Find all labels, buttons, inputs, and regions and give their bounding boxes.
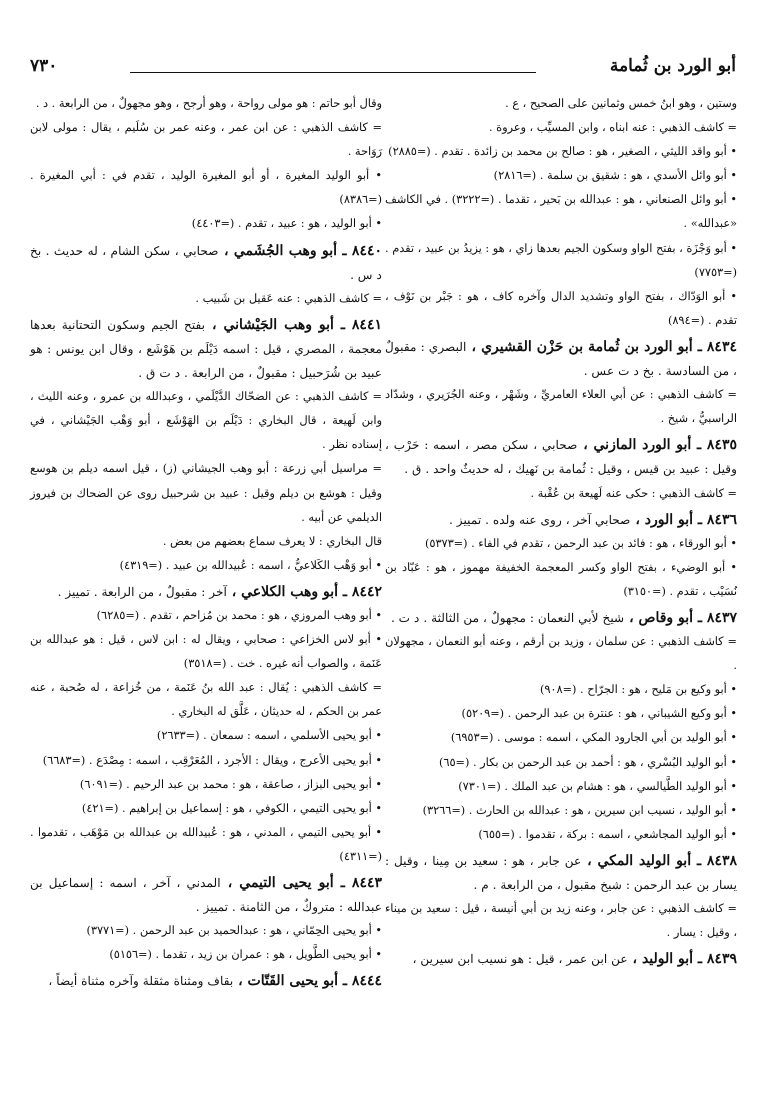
text-paragraph: = كاشف الذهبي : عنه عَقيل بن شَبيب . — [195, 291, 382, 305]
running-title: أبو الورد بن ثُمامة — [609, 56, 736, 76]
entry-text: البصري : مقبولٌ ، من السادسة . بخ د ت عس . — [385, 339, 737, 379]
text-paragraph: • أبو وكيع الشيباني ، هو : عنترة بن عبد الرحمن . (=٥٢٠٩) — [461, 707, 737, 721]
text-paragraph: • أبو الوليد بن أبي الجارود المكي ، اسمه : موسى . (=٦٩٥٣) — [450, 731, 737, 745]
entry-name: أبو وقاص ، — [624, 609, 694, 626]
biography-entry — [385, 849, 737, 897]
entry-name: أبو وهب الجُشَمي ، — [218, 242, 338, 259]
entry-name: أبو الوليد المكي ، — [581, 852, 692, 869]
entry-number: ٨٤٤٢ ـ — [338, 583, 382, 600]
page-number: ٧٣٠ — [30, 56, 58, 76]
entry-name: أبو يحيى القَتّات ، — [233, 973, 339, 990]
entry-text: صحابي ، سكن مصر ، اسمه : حَرْب ، وقيل : عبيد بن قيس ، وقيل : ثُمامة بن نَهيك ، له حديثٌ واحد . ق . — [385, 438, 737, 477]
entry-text: عن ابن عمر ، قيل : هو نسيب ابن سيرين ، — [412, 952, 628, 967]
text-paragraph: • أبو الوليد المغيرة ، أو أبو المغيرة الوليد ، تقدم في : أبي المغيرة . (=٨٣٨٦) — [30, 169, 382, 207]
left-column — [30, 92, 382, 993]
entry-name: أبو وهب الجَيْشاني ، — [205, 316, 334, 333]
entry-number: ٨٤٤٠ ـ — [337, 242, 382, 259]
text-paragraph: • أبو الوليد الطَّيالسي ، هو : هشام بن عبد الملك . (=٧٣٠١) — [458, 779, 737, 793]
text-paragraph: • أبو يحيى التيمي ، المدني ، هو : عُبيدالله بن عبدالله بن مَوْهَب ، تقدموا . (=٤٣١١) — [30, 825, 382, 863]
entry-number: ٨٤٣٤ ـ — [692, 338, 737, 355]
biography-entry — [30, 969, 382, 993]
text-paragraph: • أبو يحيى التيمي ، الكوفي ، هو : إسماعيل بن إبراهيم . (=٤٢١) — [81, 801, 382, 815]
entry-number: ٨٤٤١ ـ — [333, 316, 382, 333]
entry-name: أبو يحيى التيمي ، — [220, 875, 334, 891]
biography-entry — [30, 871, 382, 919]
entry-name: أبو الورد المازني ، — [577, 437, 692, 454]
text-paragraph: = كاشف الذهبي : عن الضحّاك الدَّيْلَمي ، وعبدالله بن عمرو ، وعنه الليث ، وابن لَهيعة ، قال البخاري : دَيْلَم بن الهَوْشَع ، أبو وَهْب الجَيْشاني ، في إسناده نظر . — [30, 390, 382, 452]
entry-number: ٨٤٣٨ ـ — [691, 852, 737, 869]
text-paragraph: • أبو يحيى الأعرج ، ويقال : الأجرد ، المُعَرْقِب ، اسمه : مِصْدَع . (=٦٦٨٣) — [42, 753, 382, 767]
biography-entry — [30, 313, 382, 385]
text-paragraph: • أبو الوليد المجاشعي ، اسمه : بركة ، تقدموا . (=٦٥٥) — [478, 827, 737, 841]
text-paragraph: • أبو وَهْب الكَلاعيُّ ، اسمه : عُبيدالله بن عبيد . (=٤٣١٩) — [119, 558, 382, 572]
text-paragraph: • أبو واقد الليثي ، الصغير ، هو : صالح بن محمد بن زائدة . تقدم . (=٢٨٨٥) — [388, 145, 737, 159]
entry-number: ٨٤٣٧ ـ — [693, 609, 737, 626]
biography-entry — [30, 580, 382, 604]
text-paragraph: وستين ، وهو ابنُ خمس وثمانين على الصحيح ، ع . — [505, 97, 737, 110]
entry-name: أبو الوليد ، — [627, 951, 694, 968]
text-paragraph: • أبو وكيع بن مَليح ، هو : الجرّاح . (=٩٠٨) — [539, 683, 737, 697]
entry-name: أبو وهب الكلاعي ، — [226, 583, 339, 600]
biography-entry — [385, 947, 737, 971]
entry-number: ٨٤٤٤ ـ — [338, 973, 382, 990]
header-rule — [130, 72, 536, 73]
right-column — [385, 92, 737, 971]
text-paragraph: • أبو لاس الخزاعي : صحابي ، ويقال له : ابن لاس ، قيل : هو عبدالله بن عَنَمة ، والصواب أنه غيره . خت . (=٣٥١٨) — [30, 633, 382, 671]
entry-text: صحابي آخر ، روى عنه ولده . تمييز . — [449, 512, 631, 527]
text-paragraph: = مراسيل أبي زرعة : أبو وهب الجيشاني (ز) ، قيل اسمه ديلم بن هوسع وقيل : هوشع بن ديلم وقيل : عبيد بن شرحبيل روى عن الضحاك بن فيروز الديلمي عن أبيه . — [30, 462, 382, 524]
text-paragraph: وقال أبو حاتم : هو مولى رواحة ، وهو أرجح ، وهو مجهولٌ ، من الرابعة . د . — [35, 97, 382, 110]
entry-name: أبو الورد ، — [630, 511, 694, 528]
entry-text: صحابي ، سكن الشام ، له حديث . بخ د س . — [30, 243, 382, 282]
text-paragraph: = كاشف الذهبي : عن ابن عمر ، وعنه عمر بن سُلَيم ، يقال : مولى لابن رَوَاحة . — [30, 121, 382, 159]
entry-text: آخر : مقبولٌ ، من الرابعة . تمييز . — [57, 584, 227, 599]
text-paragraph: • أبو يحيى الطَّويل ، هو : عمران بن زيد ، تقدما . (=٥١٥٦) — [109, 948, 382, 962]
text-paragraph: = كاشف الذهبي : يُقال : عبد الله بنُ عَنَمة ، من خُزاعة ، له صُحبة ، عنه عمر بن الحكم ، له حديثان ، عَلَّق له البخاري . — [30, 681, 382, 719]
biography-entry — [385, 508, 737, 532]
text-paragraph: • أبو وهب المروزي ، هو : محمد بن مُزاحم ، تقدم . (=٦٢٨٥) — [96, 608, 382, 622]
entry-text: عن جابر ، هو : سعيد بن مِينا ، وقيل : يسار بن عبد الرحمن : شيخ مقبول ، من الرابعة . م . — [385, 853, 737, 892]
entry-text: بفتح الجيم وسكون التحتانية بعدها معجمة ، المصري ، قيل : اسمه دَيْلَم بن هَوْشَع ، وقال ابن يونس : هو عبيد بن شُرَحبيل : مقبولٌ ، من الرابعة . د ت ق . — [30, 317, 382, 381]
text-paragraph: • أبو الوليد البُسْري ، هو : أحمد بن عبد الرحمن بن بكار . (=٦٥) — [438, 755, 737, 769]
entry-number: ٨٤٣٩ ـ — [693, 951, 737, 968]
biography-entry — [30, 239, 382, 287]
entry-text: المدني ، آخر ، اسمه : إسماعيل بن عبدالله : متروكٌ ، من الثامنة . تمييز . — [30, 876, 382, 915]
text-paragraph: • أبو وائل الصنعاني ، هو : عبدالله بن بَحير ، تقدما . (=٣٢٢٢) . في الكاشف «عبدالله» . — [385, 193, 737, 231]
text-paragraph: • أبو يحيى البزاز ، صاعقة ، هو : محمد بن عبد الرحيم . (=٦٠٩١) — [79, 777, 382, 791]
entry-number: ٨٤٤٣ ـ — [333, 875, 382, 891]
entry-name: أبو الورد بن ثُمامة بن حَزْن القشيري ، — [466, 338, 693, 355]
entry-text: بقاف ومثناة مثقلة وآخره مثناة أيضاً ، — [48, 974, 234, 989]
text-paragraph: • أبو الوليد ، هو : عبيد ، تقدم . (=٤٤٠٣) — [191, 217, 382, 231]
text-paragraph: • أبو الوضيء ، بفتح الواو وكسر المعجمة الخفيفة مهموز ، هو : عَبّاد بن نُسَيْب ، تقدم . (=٣١٥٠) — [385, 560, 737, 598]
text-paragraph: = كاشف الذهبي : حكى عنه لَهيعة بن عُقْبة . — [530, 486, 737, 500]
text-paragraph: • أبو وائل الأسدي ، هو : شقيق بن سلمة . (=٢٨١٦) — [493, 169, 737, 183]
text-paragraph: • أبو يحيى الحِمّاني ، هو : عبدالحميد بن عبد الرحمن . (=٣٧٧١) — [86, 924, 382, 938]
entry-text: شيخ لأبي النعمان : مجهولٌ ، من الثالثة . د ت . — [390, 610, 625, 625]
text-paragraph: • أبو وَجْزَة ، بفتح الواو وسكون الجيم بعدها زاي ، هو : يزيدُ بن عبيد ، تقدم . (=٧٧٥٣) — [385, 241, 737, 279]
text-paragraph: قال البخاري : لا يعرف سماع بعضهم من بعض . — [162, 534, 382, 548]
text-paragraph: • أبو الوَدّاك ، بفتح الواو وتشديد الدال وآخره كاف ، هو : جَبْر بن نَوْف ، تقدم . (=٨٩٤) — [385, 289, 737, 327]
text-paragraph: = كاشف الذهبي : عن سلمان ، وزيد بن أرقم ، وعنه أبو النعمان ، مجهولان . — [385, 635, 737, 673]
text-paragraph: • أبو يحيى الأسلمي ، اسمه : سمعان . (=٢٦٣٣) — [156, 729, 382, 743]
text-paragraph: = كاشف الذهبي : عن أبي العلاء العامريِّ ، وشَهْر ، وعنه الجُرَيري ، وشدّاد الراسبيُّ ، شيخ . — [385, 388, 737, 426]
biography-entry — [385, 606, 737, 630]
page-header — [30, 56, 736, 86]
text-paragraph: • أبو الورقاء ، هو : فائد بن عبد الرحمن ، تقدم في الفاء . (=٥٣٧٣) — [424, 536, 737, 550]
text-paragraph: = كاشف الذهبي : عنه ابناه ، وابن المسيِّب ، وعروة . — [488, 121, 737, 135]
entry-number: ٨٤٣٥ ـ — [691, 437, 737, 454]
text-paragraph: • أبو الوليد ، نسيب ابن سيرين ، هو : عبدالله بن الحارث . (=٣٢٦٦) — [422, 803, 737, 817]
biography-entry — [385, 433, 737, 481]
biography-entry — [385, 335, 737, 383]
entry-number: ٨٤٣٦ ـ — [693, 511, 737, 528]
text-paragraph: = كاشف الذهبي : عن جابر ، وعنه زيد بن أبي أنيسة ، قيل : سعيد بن ميناء ، وقيل : يسار . — [385, 902, 737, 940]
